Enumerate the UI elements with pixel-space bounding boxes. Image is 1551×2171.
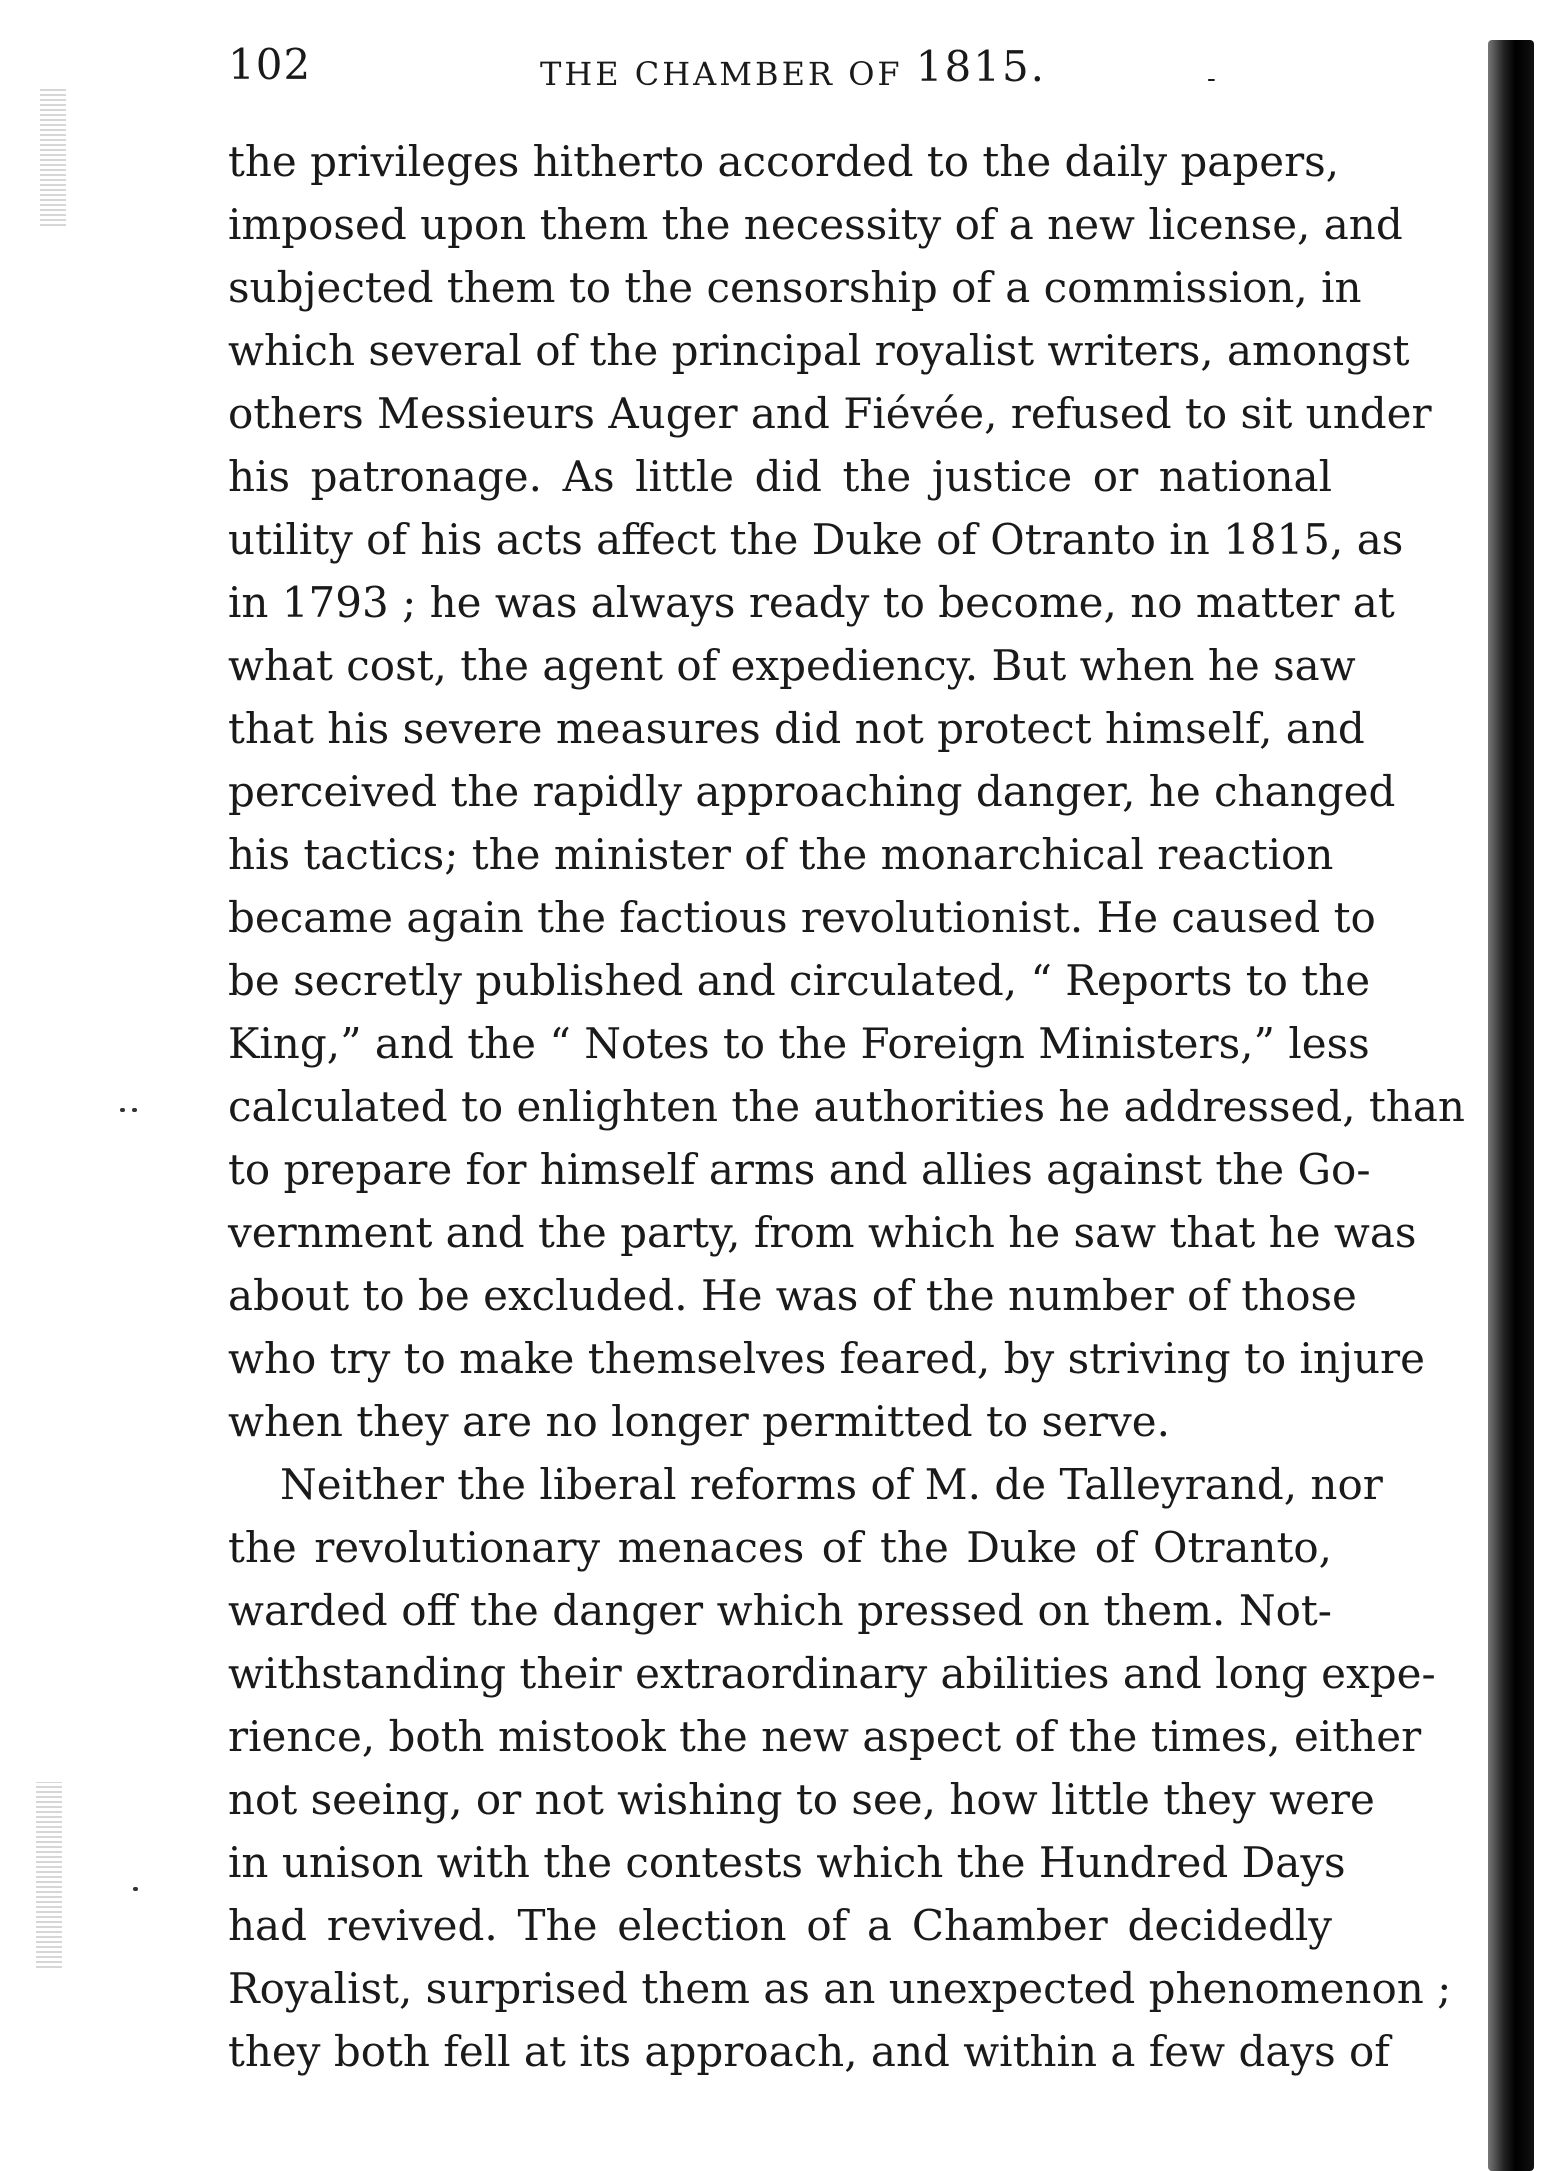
text-line: his patronage. As little did the justice or national (228, 452, 1332, 501)
text-line: his tactics; the minister of the monarchical reaction (228, 830, 1334, 879)
running-title-year: 1815. (915, 42, 1047, 91)
scan-speckle (40, 88, 66, 226)
text-line: who try to make themselves feared, by striving to injure (228, 1334, 1425, 1383)
text-line: about to be excluded. He was of the number of those (228, 1271, 1357, 1320)
text-line: not seeing, or not wishing to see, how little they were (228, 1775, 1375, 1824)
scan-dot (120, 1108, 125, 1112)
text-line: the revolutionary menaces of the Duke of Otranto, (228, 1523, 1332, 1572)
text-line: vernment and the party, from which he saw that he was (228, 1208, 1417, 1257)
text-line: rience, both mistook the new aspect of the times, either (228, 1712, 1422, 1761)
text-line: became again the factious revolutionist. He caused to (228, 893, 1376, 942)
text-line: in unison with the contests which the Hundred Days (228, 1838, 1346, 1887)
header-mark: - (1207, 64, 1216, 94)
text-line: to prepare for himself arms and allies against the Go- (228, 1145, 1371, 1194)
running-title-text: THE CHAMBER OF (540, 55, 903, 93)
text-line: what cost, the agent of expediency. But when he saw (228, 641, 1356, 690)
text-line: calculated to enlighten the authorities he addressed, than (228, 1082, 1465, 1131)
book-spine-shadow (1488, 40, 1534, 2171)
text-line: which several of the principal royalist writers, amongst (228, 326, 1410, 375)
text-line: Neither the liberal reforms of M. de Talleyrand, nor (280, 1460, 1383, 1509)
text-line: the privileges hitherto accorded to the daily papers, (228, 137, 1340, 186)
text-line: subjected them to the censorship of a commission, in (228, 263, 1362, 312)
text-line: others Messieurs Auger and Fiévée, refused to sit under (228, 389, 1432, 438)
scan-speckle (36, 1782, 62, 1968)
text-line: withstanding their extraordinary abilities and long expe- (228, 1649, 1436, 1698)
text-line: when they are no longer permitted to serve. (228, 1397, 1170, 1446)
text-line: Royalist, surprised them as an unexpected phenomenon ; (228, 1964, 1452, 2013)
text-line: imposed upon them the necessity of a new license, and (228, 200, 1403, 249)
body-text (228, 130, 1465, 2083)
text-line: had revived. The election of a Chamber decidedly (228, 1901, 1332, 1950)
text-line: perceived the rapidly approaching danger, he changed (228, 767, 1396, 816)
text-line: King,” and the “ Notes to the Foreign Ministers,” less (228, 1019, 1370, 1068)
text-line: utility of his acts affect the Duke of Otranto in 1815, as (228, 515, 1404, 564)
paragraph-2 (228, 1453, 1452, 2083)
text-line: they both fell at its approach, and within a few days of (228, 2027, 1390, 2076)
scan-dot (133, 1887, 138, 1891)
running-title (540, 42, 1047, 95)
scan-dot (132, 1108, 137, 1112)
page-header (0, 40, 1551, 100)
text-line: warded off the danger which pressed on them. Not- (228, 1586, 1332, 1635)
text-line: be secretly published and circulated, “ Reports to the (228, 956, 1371, 1005)
text-line: in 1793 ; he was always ready to become, no matter at (228, 578, 1395, 627)
paragraph-1 (228, 130, 1465, 1453)
text-line: that his severe measures did not protect himself, and (228, 704, 1365, 753)
page-number: 102 (228, 40, 312, 89)
